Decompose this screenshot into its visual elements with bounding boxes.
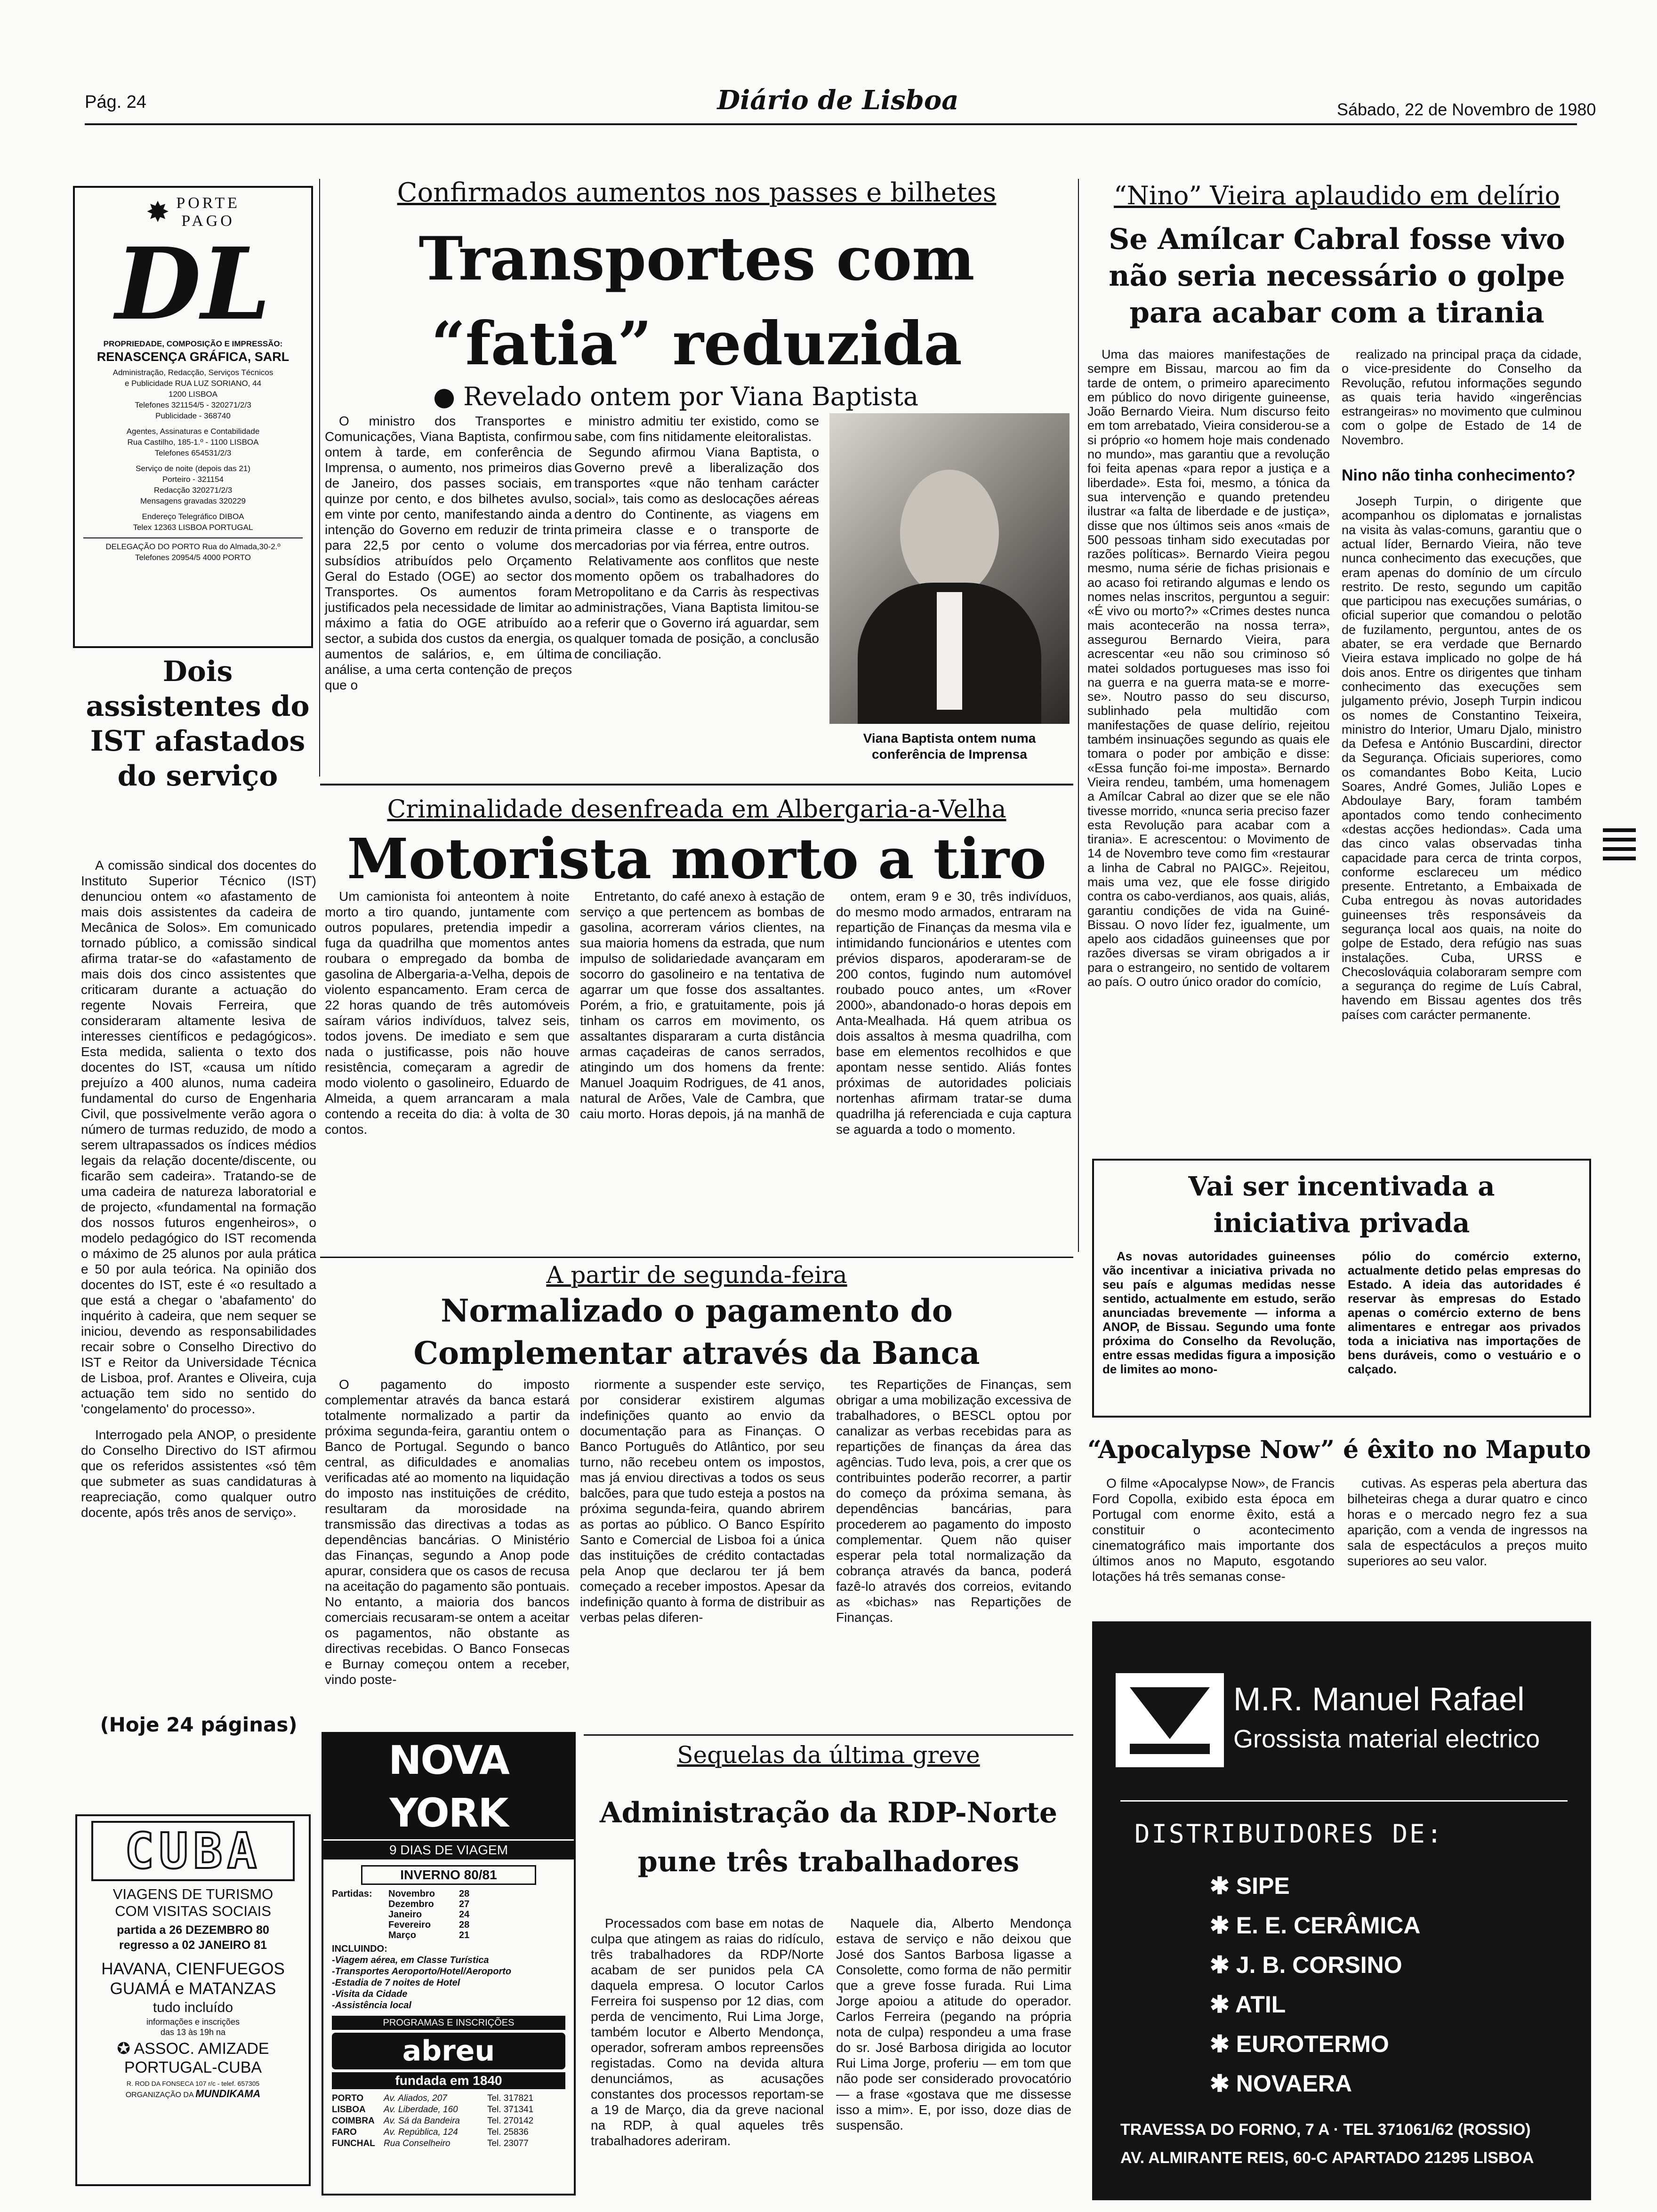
mr-brand-item xyxy=(1210,2024,1421,2064)
issue-date: Sábado, 22 de Novembro de 1980 xyxy=(1337,100,1596,119)
apocalypse-col1 xyxy=(1092,1475,1335,1584)
photo-caption: Viana Baptista ontem numa conferência de Imprensa xyxy=(863,731,1036,761)
info-line: Mensagens gravadas 320229 xyxy=(140,497,246,505)
office-phone: Tel. 371341 xyxy=(487,2105,534,2115)
rdp-paragraph: Processados com base em notas de culpa que atingem as raias do ridículo, três trabalhadores da RDP/Norte acabam de ser punidos pela CA daquela empresa. O locutor Carlos Ferreira foi suspenso por 12 dias, com perda de vencimento, Rui Lima Jorge, também locutor e Alberto Mendonça, operador, sofreram ambos repreensões registadas. Como na devida altura denunciámos, as acusações constantes dos processos reportam-se a 19 de Março, dia da greve nacional na RDP, à qual aqueles três trabalhadores aderiram. xyxy=(591,1916,824,2148)
privada-paragraph: pólio do comércio externo, actualmente detido pelas empresas do Estado. A ideia das autoridades é reservar às empresas do Estado apenas o comércio externo de bens alimentares e entregar aos privados toda a iniciativa nas importações de bens duráveis, como o vestuário e o calçado. xyxy=(1348,1249,1581,1376)
ad-line: regresso a 02 JANEIRO 81 xyxy=(119,1939,267,1952)
includes-list xyxy=(332,1955,565,2011)
ad-line: das 13 às 19h na xyxy=(160,2028,226,2037)
ad-line: informações e inscrições xyxy=(146,2017,240,2027)
nino-paragraph: Joseph Turpin, o dirigente que acompanhou os diplomatas e jornalistas na visita às valas-comuns, garantiu que o actual líder, Bernardo Vieira, não teve nunca conhecimento das execuções, que eram apenas do domínio de um círculo restrito. De resto, segundo um capitão que participou nas execuções sumárias, o oficial superior que comandou o pelotão de fuzilamento, perguntou, antes de os abater, se era verdade que Bernardo Vieira estava implicado no golpe de há dois anos. Entre os dirigentes que tinham conhecimento das execuções sem julgamento prévio, Joseph Turpin indicou os nomes de Constantino Teixeira, ministro do Interior, Umaru Djalo, ministro da Defesa e António Buscardini, director da Segurança. Oficiais superiores, como os comandantes Bobo Keita, Lucio Soares, André Gomes, Julião Lopes e Abdoulaye Bary, foram também apontados como tendo conhecimento «destas acções hediondas». Cada uma das cinco valas observadas tinha capacidade para cerca de trinta corpos, conforme esclareceu um médico presente. Entretanto, a Embaixada de Cuba entregou às novas autoridades guineenses três responsáveis da segurança local aos quais, na noite do golpe de Estado, dera refúgio nas suas instalações. Cuba, URSS e Checoslováquia colaboraram sempre com a segurança do regime de Luís Cabral, havendo em Bissau agentes dos três países com carácter permanente. xyxy=(1342,494,1582,1022)
nova-york-travel-ad xyxy=(322,1732,576,2196)
info-line: Telefones 321154/5 - 320271/2/3 xyxy=(135,401,251,409)
section-rule xyxy=(584,1734,1073,1736)
transportes-paragraph: Segundo afirmou Viana Baptista, o Governo prevê a liberalização dos transportes «que não tenham carácter social», tais como as deslocações aéreas dentro do Continente, as viagens em primeira classe e o transporte de mercadorias por via férrea, entre outros. xyxy=(574,445,819,553)
office-address: Av. República, 124 xyxy=(384,2127,458,2137)
motorista-kicker: Criminalidade desenfreada em Albergaria-a-Velha xyxy=(387,795,1006,824)
motorista-col1 xyxy=(325,889,570,1137)
mr-brand-item xyxy=(1210,1866,1421,1906)
viana-baptista-photo xyxy=(829,413,1070,724)
office-address: Rua Conselheiro xyxy=(384,2139,450,2148)
departure-month: Janeiro xyxy=(388,1909,422,1920)
mr-address-line: AV. ALMIRANTE REIS, 60-C APARTADO 21295 LISBOA xyxy=(1120,2149,1534,2167)
mr-tagline: Grossista material electrico xyxy=(1233,1725,1540,1753)
nino-paragraph: realizado na principal praça da cidade, o vice-presidente do Conselho da Revolução, refutou informações segundo as quais teria havido «ingerências estrangeiras» no movimento que culminou com o golpe de Estado de 14 de Novembro. xyxy=(1342,347,1582,447)
office-row xyxy=(332,2104,565,2116)
page-number: Pág. 24 xyxy=(85,92,146,112)
includes-label: INCLUINDO: xyxy=(332,1944,387,1954)
info-line: DELEGAÇÃO DO PORTO Rua do Almada,30-2.º xyxy=(83,537,303,552)
banca-kicker: A partir de segunda-feira xyxy=(546,1261,847,1289)
ad-line: ORGANIZAÇÃO DA xyxy=(125,2091,193,2099)
office-phone: Tel. 23077 xyxy=(487,2139,529,2148)
transportes-kicker: Confirmados aumentos nos passes e bilhetes xyxy=(397,177,997,208)
column-marker xyxy=(1603,828,1636,860)
departure-row xyxy=(388,1899,565,1909)
newspaper-title: Diário de Lisboa xyxy=(717,85,959,116)
include-item: -Visita da Cidade xyxy=(332,1989,408,1999)
banca-paragraph: tes Repartições de Finanças, sem obrigar a uma mobilização excessiva de trabalhadores, o BESCL optou por canalizar as verbas recebidas para as repartições de finanças da área das agências. Tudo leva, pois, a crer que os contribuintes poderão recorrer, a partir do começo da próxima semana, às dependências bancárias, para procederem ao pagamento do imposto complementar. Quem não quiser esperar pela total normalização da cobrança através da banca, poderá fazê-lo através dos correios, evitando as «bichas» nas Repartições de Finanças. xyxy=(836,1377,1071,1625)
include-item: -Viagem aérea, em Classe Turística xyxy=(332,1955,489,1965)
include-item: -Assistência local xyxy=(332,2000,411,2011)
nino-kicker: “Nino” Vieira aplaudido em delírio xyxy=(1114,181,1560,210)
departure-day: 21 xyxy=(459,1930,470,1940)
departure-month: Fevereiro xyxy=(388,1920,431,1930)
asterisk-icon: ✱ xyxy=(1210,1912,1236,1939)
departure-day: 28 xyxy=(459,1889,470,1899)
info-line: PROPRIEDADE, COMPOSIÇÃO E IMPRESSÃO: xyxy=(103,339,283,348)
transportes-headline: Transportes com “fatia” reduzida xyxy=(418,224,975,378)
transportes-col1 xyxy=(325,413,572,693)
departures-label: Partidas: xyxy=(332,1889,372,1899)
mr-brand-item xyxy=(1210,2064,1421,2103)
office-phone: Tel. 317821 xyxy=(487,2093,534,2103)
ad-line: HAVANA, CIENFUEGOS xyxy=(101,1960,285,1978)
emblem-icon: ✸ xyxy=(146,196,170,228)
mr-brand: M.R. Manuel Rafael xyxy=(1233,1681,1525,1717)
ist-paragraph: A comissão sindical dos docentes do Instituto Superior Técnico (IST) denunciou ontem «o afastamento de mais dois assistentes da cadeira de Mecânica de Solos». Em comunicado tornado público, a comissão sindical afirma tratar-se do «afastamento de mais dois dos cinco assistentes que criticaram durante a actuação do regente Novais Ferreira, que consideraram altamente lesiva de interesses científicos e pedagógicos». Esta medida, salienta o texto dos docentes do IST, «causa um nítido prejuízo a 400 alunos, numa cadeira fundamental do curso de Engenharia Civil, que possivelmente verão agora o número de turmas reduzido, de modo a serem ultrapassados os índices médios legais da relação docente/discente, ou ficarão sem cadeira». Tratando-se de uma cadeira de natureza laboratorial e de projecto, «fundamental na formação dos nossos futuros engenheiros», o modelo pedagógico do IST recomenda o máximo de 25 alunos por aula prática e 50 por aula teórica. Na opinião dos docentes do IST, este é «o resultado a que está a chegar o 'abafamento' do inquérito à cadeira, que nem sequer se iniciou, devendo as responsabilidades recair sobre o Conselho Directivo do IST e Reitor da Universidade Técnica de Lisboa, prof. Arantes e Oliveira, cuja actuação tem sido no sentido do 'congelamento' do processo». xyxy=(81,858,316,1416)
nova-york-title: NOVA YORK xyxy=(323,1734,574,1839)
nino-subhead: Nino não tinha conhecimento? xyxy=(1342,466,1576,485)
ist-headline: Dois assistentes do IST afastados do serviço xyxy=(86,655,310,793)
ad-line: partida a 26 DEZEMBRO 80 xyxy=(117,1923,269,1937)
mr-distributors-label: DISTRIBUIDORES DE: xyxy=(1134,1819,1444,1849)
bullet-icon: ● xyxy=(433,382,456,411)
banca-headline: Normalizado o pagamento do Complementar através da Banca xyxy=(413,1292,980,1371)
motorista-paragraph: Entretanto, do café anexo à estação de serviço a que pertencem as bombas de gasolina, acorreram vários clientes, na sua maioria homens da estrada, que num impulso de solidariedade avançaram em socorro do gasolineiro e na tentativa de agarrar um que fosse dos assaltantes. Porém, a frio, e gratuitamente, pois já tinham os carros em movimento, os assaltantes dispararam a curta distância armas caçadeiras de canos serrados, atingindo um dos homens da frente: Manuel Joaquim Rodrigues, de 41 anos, natural de Arões, Vale de Cambra, que caiu morto. Horas depois, já na manhã de xyxy=(580,889,825,1121)
rdp-headline: Administração da RDP-Norte pune três trabalhadores xyxy=(599,1796,1058,1878)
apocalypse-paragraph: O filme «Apocalypse Now», de Francis Ford Copolla, exibido esta época em Portugal com enorme êxito, está a constituir o acontecimento cinematográfico mais importante dos últimos anos no Maputo, esgotando lotações há três semanas conse- xyxy=(1092,1476,1335,1584)
ad-line: ASSOC. AMIZADE xyxy=(134,2040,269,2058)
office-row xyxy=(332,2116,565,2127)
info-line: Serviço de noite (depois das 21) xyxy=(136,464,250,473)
departure-month: Dezembro xyxy=(388,1899,434,1909)
office-city: LISBOA xyxy=(332,2105,366,2115)
departure-day: 24 xyxy=(459,1909,470,1920)
rdp-kicker: Sequelas da última greve xyxy=(677,1741,980,1769)
ad-line: VIAGENS DE TURISMO xyxy=(113,1886,273,1902)
banca-paragraph: O pagamento do imposto complementar através da banca estará totalmente normalizado a partir da próxima segunda-feira, garantiu ontem o Banco de Portugal. Segundo o banco central, as dificuldades e anomalias verificadas até ao momento na liquidação do imposto nas instituições de crédito, resultaram da morosidade na transmissão das directivas a todas as dependências bancárias. O Ministério das Finanças, segundo a Anop pode apurar, considera que os casos de recusa na aceitação do pagamento são pontuais. No entanto, a maioria dos bancos comerciais recusaram-se ontem a aceitar os pagamentos, não obstante as directivas recebidas. O Banco Fonsecas e Burnay começou ontem a receber, vindo poste- xyxy=(325,1377,570,1687)
departure-month: Novembro xyxy=(388,1889,435,1899)
mr-brands-list xyxy=(1210,1866,1421,2103)
column-divider xyxy=(319,179,320,777)
office-phone: Tel. 270142 xyxy=(487,2116,534,2126)
apocalypse-headline: “Apocalypse Now” é êxito no Maputo xyxy=(1087,1435,1591,1464)
star-emblem-icon: ✪ xyxy=(117,2040,130,2058)
abreu-logo: abreu xyxy=(332,2033,565,2069)
pago-label: PAGO xyxy=(181,212,235,230)
porte-label: PORTE xyxy=(176,194,240,212)
nino-paragraph: Uma das maiores manifestações de sempre em Bissau, marcou ao fim da tarde de ontem, o primeiro aparecimento em público do novo dirigente guineense, João Bernardo Vieira. Num discurso feito em tom arrebatado, Vieira considerou-se a si próprio «o homem hoje mais condenado no mundo», mas garantiu que a revolução foi feita apenas «para repor a justiça e a liberdade». Esta foi, mesmo, a tónica da sua intervenção e quando pretendeu ilustrar «a falta de liberdade e de justiça», disse que nos últimos seis anos «mais de 500 pessoas tinham sido executadas por razões políticas». Bernardo Vieira pegou mesmo, numa série de fichas prisionais e ao acaso foi retirando algumas e lendo os nomes nelas inscritos, perguntou a seguir: «É vivo ou morto?» «Crimes destes nunca mais acontecerão na nossa terra», assegurou Bernardo Vieira, para acrescentar «eu não sou criminoso só matei soldados portugueses mas isso foi na guerra e na guerra mata-se e morre-se». Noutro passo do seu discurso, sublinhado pela multidão com manifestações de quase delírio, rejeitou também insinuações segundo as quais ele tomara o poder por ambição e disse: «Essa função foi-me imposta». Bernardo Vieira rendeu, também, uma homenagem a Amílcar Cabral ao dizer que se ele não tivesse morrido, «nunca seria preciso fazer esta Revolução para acabar com a tirania». E acrescentou: o Movimento de 14 de Novembro teve como fim «restaurar a linha de Cabral no PAIGC». Rejeitou, mais uma vez, que ele fosse dirigido contra os cabo-verdianos, aos quais, aliás, garantiu condições de vida na Guiné-Bissau. O novo líder fez, igualmente, um apelo aos cidadãos guineenses que por razões diversas se viram obrigados a ir para o estrangeiro, no sentido de voltarem ao país. O outro único orador do comício, xyxy=(1087,347,1330,989)
info-line: Endereço Telegráfico DIBOA xyxy=(142,512,244,521)
apocalypse-paragraph: cutivas. As esperas pela abertura das bilheteiras chega a durar quatro e cinco horas e o mercado negro fez a sua aparição, com a venda de ingressos na sala de espectáculos a preços muito superiores ao seu valor. xyxy=(1347,1476,1587,1568)
info-line: RENASCENÇA GRÁFICA, SARL xyxy=(97,350,290,364)
departures-list xyxy=(388,1889,565,1940)
departure-row xyxy=(388,1909,565,1920)
ad-line: R. ROD DA FONSECA 107 r/c - telef. 657305 xyxy=(126,2080,260,2087)
programs-banner: PROGRAMAS E INSCRIÇÕES xyxy=(332,2016,565,2030)
ad-line: COM VISITAS SOCIAIS xyxy=(115,1903,271,1919)
office-phone: Tel. 25836 xyxy=(487,2127,529,2137)
offices-list xyxy=(323,2089,574,2149)
privada-col2 xyxy=(1348,1249,1581,1376)
motorista-col2 xyxy=(580,889,825,1122)
page-count-note: (Hoje 24 páginas) xyxy=(100,1713,298,1736)
column-divider xyxy=(1078,179,1079,1252)
motorista-headline: Motorista morto a tiro xyxy=(347,826,1046,891)
office-city: COIMBRA xyxy=(332,2116,375,2126)
rdp-paragraph: Naquele dia, Alberto Mendonça estava de serviço e não deixou que José dos Santos Barbosa ligasse a Consolette, como forma de não permitir que a greve fosse furada. Rui Lima Jorge apoiou a atitude do operador. Carlos Ferreira (pegando na própria nota de culpa) respondeu a uma frase do sr. José Barbosa dirigida ao locutor Rui Lima Jorge, proferiu — em tom que não pode ser considerado provocatório — a frase «gostava que me dissesse isso a mim». E, por isso, doze dias de suspensão. xyxy=(836,1916,1071,2132)
include-item: -Estadia de 7 noites de Hotel xyxy=(332,1978,460,1988)
motorista-paragraph: ontem, eram 9 e 30, três indivíduos, do mesmo modo armados, entraram na repartição de Finanças da mesma vila e intimidando funcionários e utentes com prévios disparos, apoderaram-se de 200 contos, fugindo num automóvel roubado pouco antes, um «Rover 2000», abandonado-o horas depois em Anta-Mealhada. Há quem atribua os dois assaltos à mesma quadrilha, com base em elementos recolhidos e que apontam nesse sentido. Aliás fontes próximas de autoridades policiais nortenhas afirmam tratar-se duma quadrilha já referenciada e cuja captura se aguarda a todo o momento. xyxy=(836,889,1071,1137)
section-rule xyxy=(320,1257,1073,1258)
info-line: Rua Castilho, 185-1.º - 1100 LISBOA xyxy=(127,438,259,447)
info-line: Telex 12363 LISBOA PORTUGAL xyxy=(133,523,253,532)
transportes-paragraph: Relativamente aos conflitos que neste momento opõem os trabalhadores do Metropolitano e da Carris às respectivas administrações, Viana Baptista limitou-se a referir que o Governo irá aguardar, sem qualquer tomada de posição, a conclusão de conciliação. xyxy=(574,553,819,661)
privada-box xyxy=(1092,1159,1591,1418)
privada-headline: Vai ser incentivada a iniciativa privada xyxy=(1188,1171,1495,1239)
mr-address-line: TRAVESSA DO FORNO, 7 A · TEL 371061/62 (ROSSIO) xyxy=(1120,2121,1531,2139)
asterisk-icon: ✱ xyxy=(1210,1991,1235,2018)
asterisk-icon: ✱ xyxy=(1210,1952,1236,1978)
nino-headline: Se Amílcar Cabral fosse vivo não seria necessário o golpe para acabar com a tirania xyxy=(1109,223,1565,329)
departure-day: 27 xyxy=(459,1899,470,1909)
ad-line: tudo incluído xyxy=(153,2000,233,2015)
mr-brand-item xyxy=(1210,1985,1421,2024)
ad-line: GUAMÁ e MATANZAS xyxy=(110,1980,276,1998)
masthead-rule xyxy=(85,123,1577,125)
privada-col1 xyxy=(1102,1249,1335,1376)
departure-month: Março xyxy=(388,1930,416,1940)
mr-brand-name: ATIL xyxy=(1235,1991,1286,2018)
departure-row xyxy=(388,1930,565,1940)
manuel-rafael-ad xyxy=(1092,1621,1591,2200)
mr-brand-name: NOVAERA xyxy=(1236,2070,1352,2097)
nino-col2 xyxy=(1342,347,1582,1022)
apocalypse-col2 xyxy=(1347,1475,1587,1569)
info-line: Telefones 20954/5 4000 PORTO xyxy=(135,553,251,562)
office-address: Av. Liberdade, 160 xyxy=(384,2105,458,2115)
office-row xyxy=(332,2127,565,2138)
departure-row xyxy=(388,1920,565,1930)
info-line: Telefones 654531/2/3 xyxy=(154,449,232,457)
mr-brand-name: E. E. CERÂMICA xyxy=(1236,1912,1421,1939)
info-line: Administração, Redacção, Serviços Técnicos xyxy=(113,368,273,377)
info-line: e Publicidade RUA LUZ SORIANO, 44 xyxy=(124,379,262,388)
office-row xyxy=(332,2138,565,2149)
nova-york-season: INVERNO 80/81 xyxy=(361,1865,536,1885)
transportes-subhead: Revelado ontem por Viana Baptista xyxy=(463,382,919,411)
info-line: Redacção 320271/2/3 xyxy=(153,486,233,495)
office-city: FUNCHAL xyxy=(332,2139,375,2148)
motorista-col3 xyxy=(836,889,1071,1137)
publisher-info-box xyxy=(73,186,313,648)
nino-col1 xyxy=(1087,347,1330,989)
office-city: FARO xyxy=(332,2127,357,2137)
mr-logo-icon xyxy=(1116,1673,1224,1767)
departure-row xyxy=(388,1889,565,1899)
office-city: PORTO xyxy=(332,2093,364,2103)
mr-brand-item xyxy=(1210,1906,1421,1945)
banca-paragraph: riormente a suspender este serviço, por considerar existirem algumas indefinições quanto ao envio da documentação para as Finanças. O Banco Português do Atlântico, por seu turno, não recebeu ontem os impostos, mas já enviou directivas a todos os seus balcões, para que tudo esteja a postos na próxima segunda-feira, quando abrirem as portas ao público. O Banco Espírito Santo e Comercial de Lisboa foi a única das instituições de crédito contactadas pela Anop que declarou ter já bem começado a receber impostos. Apesar da indefinição quanto à forma de distribuir as verbas pelas diferen- xyxy=(580,1377,825,1625)
mr-brand-name: SIPE xyxy=(1236,1873,1290,1899)
banca-col1 xyxy=(325,1377,570,1687)
section-rule xyxy=(320,784,1073,785)
ad-line: PORTUGAL-CUBA xyxy=(124,2059,262,2076)
asterisk-icon: ✱ xyxy=(1210,1873,1236,1899)
include-item: -Transportes Aeroporto/Hotel/Aeroporto xyxy=(332,1966,512,1977)
asterisk-icon: ✱ xyxy=(1210,2070,1236,2097)
mr-brand-item xyxy=(1210,1945,1421,1985)
ist-paragraph: Interrogado pela ANOP, o presidente do Conselho Directivo do IST afirmou que os referidos assistentes «só têm que submeter as suas candidaturas à reapreciação, como qualquer outro docente, após três anos de serviço». xyxy=(81,1427,316,1520)
info-line: 1200 LISBOA xyxy=(169,390,217,399)
office-address: Av. Aliados, 207 xyxy=(384,2093,447,2103)
transportes-paragraph: ministro admitiu ter existido, como se sabe, com fins nitidamente eleitoralistas. xyxy=(574,414,819,444)
info-line: Porteiro - 321154 xyxy=(162,475,224,484)
ad-line: MUNDIKAMA xyxy=(195,2088,261,2100)
mr-brand-name: EUROTERMO xyxy=(1236,2031,1389,2057)
ist-body xyxy=(81,858,316,1520)
mr-brand-name: J. B. CORSINO xyxy=(1236,1952,1402,1978)
rdp-col2 xyxy=(836,1915,1071,2133)
transportes-col2 xyxy=(574,413,819,662)
privada-paragraph: As novas autoridades guineenses vão incentivar a iniciativa privada no seu país e algumas medidas nesse sentido, actualmente em estudo, serão anunciadas brevemente — informa a ANOP, de Bissau. Segundo uma fonte próxima do Conselho da Revolução, entre essas medidas figura a imposição de limites ao mono- xyxy=(1102,1249,1335,1376)
transportes-paragraph: O ministro dos Transportes e Comunicações, Viana Baptista, confirmou ontem à tarde, em conferência de Imprensa, o aumento, nos primeiros dias de Janeiro, dos passes sociais, em quinze por cento, e dos bilhetes avulso, em vinte por cento, manifestando ainda a intenção do Governo em reduzir de trinta para 22,5 por cento o volume dos subsídios atribuídos pelo Orçamento Geral do Estado (OGE) ao sector dos Transportes. Os aumentos foram justificados pela necessidade de limitar ao máximo a fatia do OGE atribuído ao sector, a subida dos custos da energia, os aumentos de salários, e, em última análise, a uma certa contenção de preços que o xyxy=(325,414,572,692)
cuba-travel-ad xyxy=(75,1814,311,2186)
info-line: Publicidade - 368740 xyxy=(155,411,231,420)
nova-york-days: 9 DIAS DE VIAGEM xyxy=(323,1839,574,1859)
departure-day: 28 xyxy=(459,1920,470,1930)
dl-logo: DL xyxy=(115,226,271,342)
founded-banner: fundada em 1840 xyxy=(332,2072,565,2089)
cuba-logo: CUBA xyxy=(91,1821,295,1881)
office-address: Av. Sá da Bandeira xyxy=(384,2116,460,2126)
banca-col2 xyxy=(580,1377,825,1625)
office-row xyxy=(332,2093,565,2104)
asterisk-icon: ✱ xyxy=(1210,2031,1236,2057)
info-line: Agentes, Assinaturas e Contabilidade xyxy=(126,427,260,436)
banca-col3 xyxy=(836,1377,1071,1625)
rdp-col1 xyxy=(591,1915,824,2148)
motorista-paragraph: Um camionista foi anteontem à noite morto a tiro quando, juntamente com outros populares, pretendia impedir a fuga da quadrilha que momentos antes roubara o empregado da bomba de gasolina de Albergaria-a-Velha, depois de violento espancamento. Eram cerca de 22 horas quando de três automóveis saíram vários indivíduos, talvez seis, todos jovens. De imediato e sem que nada o justificasse, pois não houve resistência, começaram a agredir de modo violento o gasolineiro, Eduardo de Almeida, a quem arrancaram a mala contendo a receita do dia: à volta de 30 contos. xyxy=(325,889,570,1137)
